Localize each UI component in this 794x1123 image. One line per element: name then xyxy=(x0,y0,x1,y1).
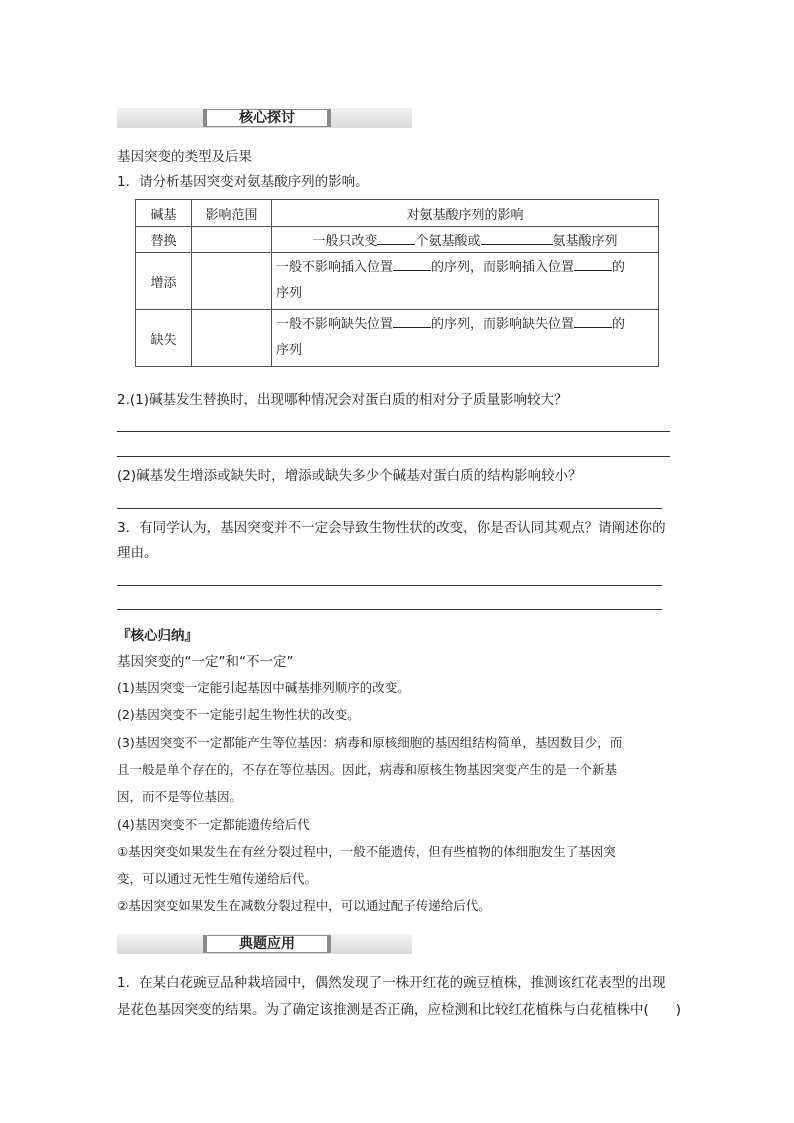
header-base: 碱基 xyxy=(136,200,192,227)
answer-blank[interactable] xyxy=(393,314,431,328)
header-effect: 对氨基酸序列的影响 xyxy=(272,200,659,227)
answer-blank[interactable] xyxy=(574,314,612,328)
row-effect: 一般不影响缺失位置 的序列，而影响缺失位置 的 序列 xyxy=(272,310,659,367)
answer-line[interactable] xyxy=(117,508,662,509)
summary-point-2: (2)基因突变不一定能引起生物性状的改变。 xyxy=(117,707,360,722)
answer-blank[interactable] xyxy=(377,231,415,245)
row-range xyxy=(192,253,272,310)
banner-label: 核心探讨 xyxy=(203,109,331,127)
section-banner-core-discussion xyxy=(117,108,412,128)
table-row xyxy=(136,227,659,253)
summary-point-4: (4)基因突变不一定都能遗传给后代 xyxy=(117,817,310,832)
answer-line[interactable] xyxy=(117,609,662,610)
table-header-row xyxy=(136,200,659,227)
summary-point-3-line2: 且一般是单个存在的，不存在等位基因。因此，病毒和原核生物基因突变产生的是一个新基 xyxy=(117,762,618,777)
row-range xyxy=(192,310,272,367)
question-1: 1．请分析基因突变对氨基酸序列的影响。 xyxy=(117,174,369,190)
answer-blank[interactable] xyxy=(574,257,612,271)
application-question-1-line2: 是花色基因突变的结果。为了确定该推测是否正确，应检测和比较红花植株与白花植株中( ) xyxy=(117,1002,682,1018)
table-row xyxy=(136,253,659,310)
row-type: 缺失 xyxy=(136,310,192,367)
section-banner-typical-application xyxy=(117,934,412,954)
row-range xyxy=(192,227,272,253)
header-range: 影响范围 xyxy=(192,200,272,227)
question-3-line2: 理由。 xyxy=(117,545,158,561)
question-2-2: (2)碱基发生增添或缺失时，增添或缺失多少个碱基对蛋白质的结构影响较小？ xyxy=(117,468,582,484)
summary-point-5-line2: 变，可以通过无性生殖传递给后代。 xyxy=(117,871,318,886)
mutation-table xyxy=(135,199,659,367)
answer-blank[interactable] xyxy=(393,257,431,271)
summary-point-6: ②基因突变如果发生在减数分裂过程中，可以通过配子传递给后代。 xyxy=(117,898,491,913)
summary-title: 『核心归纳』 xyxy=(117,628,198,644)
answer-line[interactable] xyxy=(117,456,670,457)
summary-point-1: (1)基因突变一定能引起基因中碱基排列顺序的改变。 xyxy=(117,680,410,695)
summary-point-3-line3: 因，而不是等位基因。 xyxy=(117,789,243,804)
answer-line[interactable] xyxy=(117,431,670,432)
summary-point-5-line1: ①基因突变如果发生在有丝分裂过程中，一般不能遗传，但有些植物的体细胞发生了基因突 xyxy=(117,844,616,859)
table-row xyxy=(136,310,659,367)
row-effect: 一般只改变 个氨基酸或 氨基酸序列 xyxy=(272,227,659,253)
row-type: 增添 xyxy=(136,253,192,310)
question-3-line1: 3．有同学认为，基因突变并不一定会导致生物性状的改变，你是否认同其观点？请阐述你的 xyxy=(117,520,666,536)
question-2-1: 2.(1)碱基发生替换时，出现哪种情况会对蛋白质的相对分子质量影响较大？ xyxy=(117,392,568,408)
summary-point-3-line1: (3)基因突变不一定都能产生等位基因：病毒和原核细胞的基因组结构简单，基因数目少，而 xyxy=(117,735,623,750)
subtitle: 基因突变的类型及后果 xyxy=(117,149,252,165)
banner-label: 典题应用 xyxy=(203,935,331,953)
row-effect: 一般不影响插入位置 的序列，而影响插入位置 的 序列 xyxy=(272,253,659,310)
application-question-1-line1: 1．在某白花豌豆品种栽培园中，偶然发现了一株开红花的豌豆植株，推测该红花表型的出现 xyxy=(117,975,666,991)
row-type: 替换 xyxy=(136,227,192,253)
answer-blank[interactable] xyxy=(481,231,553,245)
answer-line[interactable] xyxy=(117,585,662,586)
summary-heading: 基因突变的“一定”和“不一定” xyxy=(117,654,294,670)
